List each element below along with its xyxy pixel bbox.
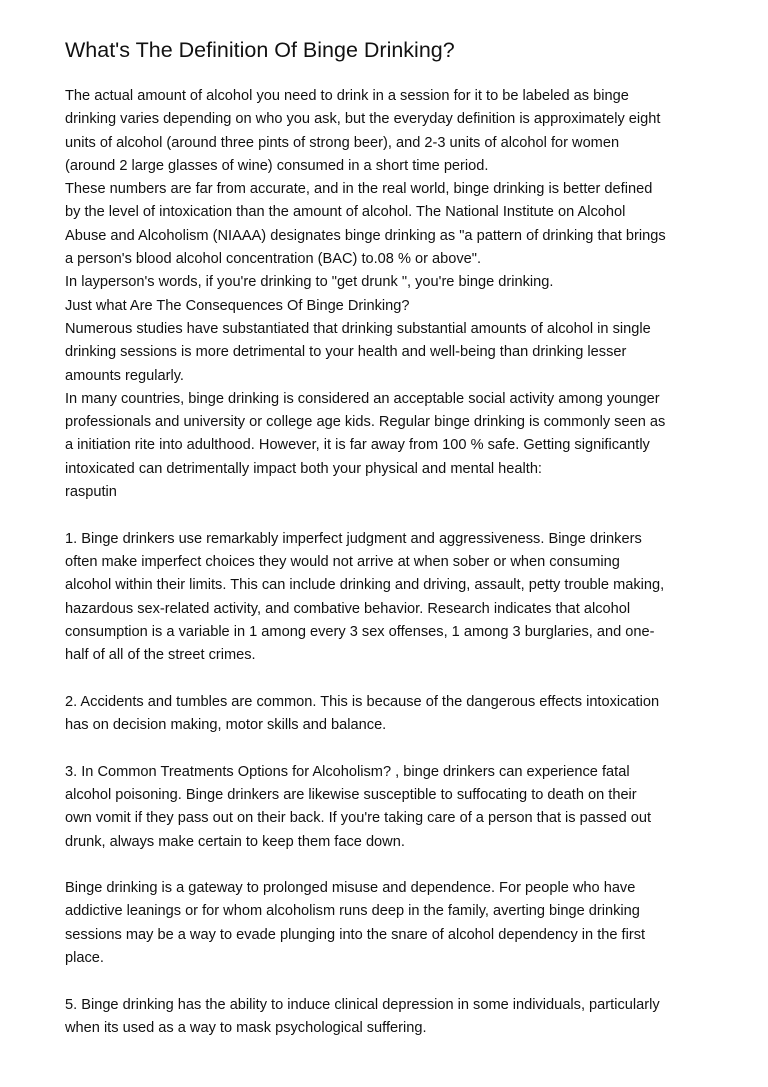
text-line: consumption is a variable in 1 among every 3 sex offenses, 1 among 3 burglaries, and one- — [65, 623, 655, 640]
text-line: when its used as a way to mask psychological suffering. — [65, 1019, 427, 1036]
text-line: 3. In Common Treatments Options for Alcoholism? , binge drinkers can experience fatal — [65, 763, 630, 780]
text-line: half of all of the street crimes. — [65, 647, 256, 664]
text-line: In layperson's words, if you're drinking to "get drunk ", you're binge drinking. — [65, 274, 554, 291]
text-line: drunk, always make certain to keep them face down. — [65, 833, 405, 850]
text-line: These numbers are far from accurate, and in the real world, binge drinking is better defined — [65, 181, 653, 198]
text-line: intoxicated can detrimentally impact both your physical and mental health: — [65, 460, 542, 477]
text-line: drinking sessions is more detrimental to your health and well-being than drinking lesser — [65, 344, 627, 361]
text-line: rasputin — [65, 484, 117, 501]
text-line: alcohol poisoning. Binge drinkers are likewise susceptible to suffocating to death on their — [65, 786, 637, 803]
text-line: drinking varies depending on who you ask, but the everyday definition is approximately eight — [65, 111, 661, 128]
text-line: amounts regularly. — [65, 367, 184, 384]
text-line: (around 2 large glasses of wine) consumed in a short time period. — [65, 157, 489, 174]
text-line: place. — [65, 949, 104, 966]
paragraph-spacer — [65, 737, 725, 760]
section-heading-line: Just what Are The Consequences Of Binge Drinking? — [65, 297, 410, 314]
document-body — [65, 85, 725, 1040]
paragraph-spacer — [65, 504, 725, 527]
text-line: In many countries, binge drinking is considered an acceptable social activity among younger — [65, 390, 660, 407]
paragraph-spacer — [65, 854, 725, 877]
text-line: sessions may be a way to evade plunging into the snare of alcohol dependency in the first — [65, 926, 646, 943]
text-line: The actual amount of alcohol you need to drink in a session for it to be labeled as binge — [65, 88, 629, 104]
text-line: a initiation rite into adulthood. However, it is far away from 100 % safe. Getting significantly — [65, 437, 650, 454]
text-line: 2. Accidents and tumbles are common. This is because of the dangerous effects intoxication — [65, 693, 660, 710]
text-line: Binge drinking is a gateway to prolonged misuse and dependence. For people who have — [65, 880, 636, 897]
paragraph-spacer — [65, 970, 725, 993]
text-line: hazardous sex-related activity, and combative behavior. Research indicates that alcohol — [65, 600, 631, 617]
paragraph-spacer — [65, 667, 725, 690]
text-line: often make imperfect choices they would not arrive at when sober or when consuming — [65, 553, 620, 570]
text-line: a person's blood alcohol concentration (BAC) to.08 % or above". — [65, 251, 482, 268]
text-line: has on decision making, motor skills and balance. — [65, 717, 387, 734]
text-line: by the level of intoxication than the amount of alcohol. The National Institute on Alcohol — [65, 204, 626, 221]
text-line: own vomit if they pass out on their back. If you're taking care of a person that is passed out — [65, 810, 652, 827]
text-line: alcohol within their limits. This can include drinking and driving, assault, petty trouble making, — [65, 577, 665, 594]
document-title: What's The Definition Of Binge Drinking? — [65, 38, 455, 62]
text-line: 1. Binge drinkers use remarkably imperfect judgment and aggressiveness. Binge drinkers — [65, 530, 642, 547]
text-line: Numerous studies have substantiated that drinking substantial amounts of alcohol in single — [65, 320, 651, 337]
text-line: Abuse and Alcoholism (NIAAA) designates binge drinking as "a pattern of drinking that brings — [65, 227, 666, 244]
text-line: 5. Binge drinking has the ability to induce clinical depression in some individuals, particularly — [65, 996, 660, 1013]
text-line: addictive leanings or for whom alcoholism runs deep in the family, averting binge drinking — [65, 903, 640, 920]
text-line: units of alcohol (around three pints of strong beer), and 2-3 units of alcohol for women — [65, 134, 620, 151]
text-line: professionals and university or college age kids. Regular binge drinking is commonly seen as — [65, 414, 666, 431]
